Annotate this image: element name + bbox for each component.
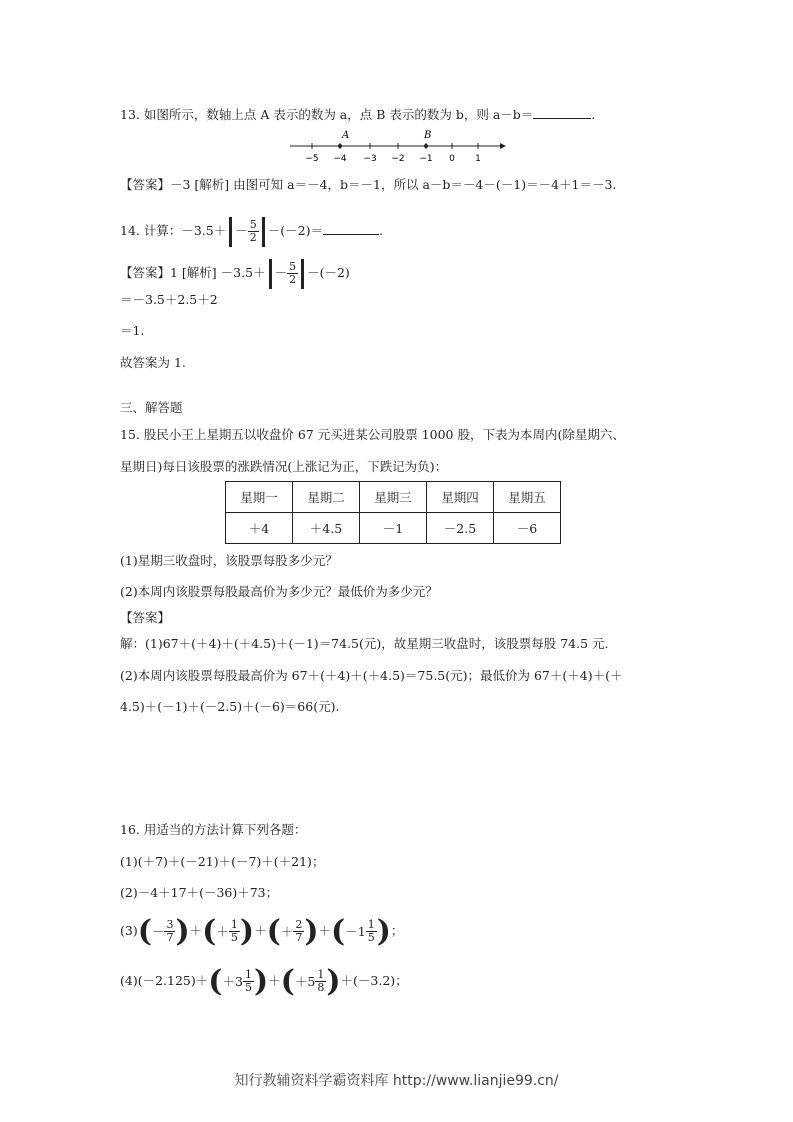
q13-prompt: 13. 如图所示，数轴上点 A 表示的数为 a，点 B 表示的数为 b，则 a－b＝ . — [120, 107, 596, 122]
fraction-term: ( ＋ $\frac{1}{5}$ ) — [202, 913, 255, 949]
table-header: 星期二 — [293, 482, 360, 513]
price-change-table — [225, 481, 561, 544]
table-header-row — [226, 482, 561, 513]
q16-p4: (4)(－2.125)＋ ( ＋ 3 $\frac{1}{5}$ ) ＋ ( ＋ 5 $\frac{1}{8}$ ) ＋(－3.2)； — [120, 963, 408, 999]
q14-step2: ＝1. — [120, 323, 145, 338]
q15-ans2a: (2)本周内该股票每股最高价为 67＋(＋4)＋(＋4.5)＝75.5(元)；最低价为 67＋(＋4)＋(＋ — [120, 668, 623, 683]
q16-prompt: 16. 用适当的方法计算下列各题： — [120, 822, 307, 837]
q15-sub1: (1)星期三收盘时，该股票每股多少元？ — [120, 553, 338, 568]
table-cell: ＋4.5 — [293, 513, 360, 544]
table-row — [226, 513, 561, 544]
q14-prompt: 14. 计算：－3.5＋ － $\frac{5}{2}$ －(－2)＝ . — [120, 216, 383, 247]
table-cell: －6 — [494, 513, 561, 544]
fraction-term: ( － 1 $\frac{1}{5}$ ) — [331, 913, 391, 949]
point-b-dot — [424, 144, 428, 148]
q16-p3: (3) ( － $\frac{3}{7}$ ) ＋ ( ＋ $\frac{1}{5}$ ) ＋ ( ＋ $\frac{2}{7}$ ) ＋ ( － 1 $\frac{1}{5}$ ) ； — [120, 913, 404, 949]
table-cell: －1 — [360, 513, 427, 544]
q13-answer: 【答案】－3 [解析] 由图可知 a＝－4，b＝－1，所以 a－b＝－4－(－1)＝－4＋1＝－3. — [120, 177, 617, 192]
table-cell: －2.5 — [427, 513, 494, 544]
answer-blank[interactable] — [323, 222, 379, 235]
table-header: 星期三 — [360, 482, 427, 513]
point-a-dot — [338, 144, 342, 148]
axis-tick-label: −5 — [305, 154, 319, 164]
q15-ans1: 解：(1)67＋(＋4)＋(＋4.5)＋(－1)＝74.5(元)，故星期三收盘时，该股票每股 74.5 元. — [120, 636, 609, 651]
table-header: 星期五 — [494, 482, 561, 513]
axis-tick-label: 0 — [449, 154, 455, 164]
table-header: 星期一 — [226, 482, 293, 513]
q15-line2: 星期日)每日该股票的涨跌情况(上涨记为正，下跌记为负)： — [120, 459, 448, 474]
axis-tick-label: −2 — [391, 154, 405, 164]
point-a-label: A — [342, 130, 350, 141]
axis-arrow — [500, 143, 506, 149]
axis-tick-label: −4 — [333, 154, 347, 164]
axis-tick-label: −1 — [419, 154, 433, 164]
q16-p2: (2)－4＋17＋(－36)＋73； — [120, 885, 279, 900]
q15-sub2: (2)本周内该股票每股最高价为多少元？最低价为多少元？ — [120, 584, 438, 599]
number-line — [288, 130, 508, 164]
footer-watermark: 知行教辅资料学霸资料库 http://www.lianjie99.cn/ — [234, 1073, 559, 1089]
fraction-term: ( ＋ $\frac{2}{7}$ ) — [266, 913, 319, 949]
q14-answer: 【答案】1 [解析] －3.5＋ － $\frac{5}{2}$ －(－2) — [120, 258, 350, 289]
q14-conclusion: 故答案为 1. — [120, 355, 186, 370]
q15-line1: 15. 股民小王上星期五以收盘价 67 元买进某公司股票 1000 股，下表为本周内(除星期六、 — [120, 427, 625, 442]
q14-step1: ＝－3.5＋2.5＋2 — [120, 292, 218, 307]
q16-p1: (1)(＋7)＋(－21)＋(－7)＋(＋21)； — [120, 854, 325, 869]
table-cell: ＋4 — [226, 513, 293, 544]
axis-tick-label: −3 — [363, 154, 377, 164]
axis-tick-label: 1 — [475, 154, 481, 164]
answer-blank[interactable] — [533, 106, 591, 119]
q15-answer-label: 【答案】 — [120, 610, 171, 625]
point-b-label: B — [424, 130, 432, 141]
fraction-term: ( ＋ 5 $\frac{1}{8}$ ) — [280, 963, 341, 999]
q15-ans2b: 4.5)＋(－1)＋(－2.5)＋(－6)＝66(元). — [120, 699, 340, 714]
fraction-term: ( － $\frac{3}{7}$ ) — [137, 913, 190, 949]
section-heading: 三、解答题 — [120, 400, 183, 415]
table-header: 星期四 — [427, 482, 494, 513]
fraction-term: ( ＋ 3 $\frac{1}{5}$ ) — [208, 963, 269, 999]
